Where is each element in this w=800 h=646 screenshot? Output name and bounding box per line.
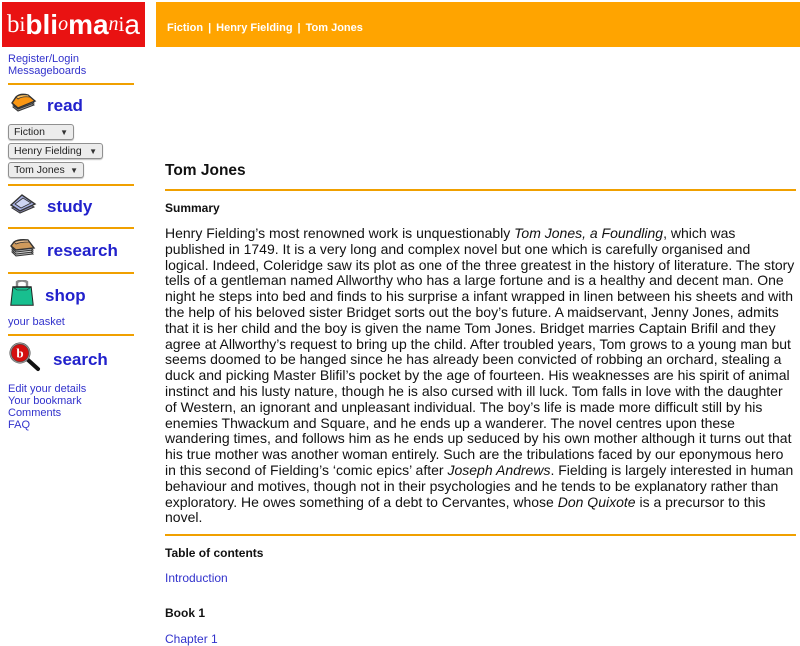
your-basket-link[interactable]: your basket: [8, 316, 65, 328]
divider: [8, 334, 134, 336]
sidebar-item-search[interactable]: [8, 342, 158, 377]
svg-text:b: b: [16, 345, 24, 361]
shop-label: shop: [45, 286, 86, 305]
sidebar-item-research[interactable]: [8, 235, 158, 266]
genre-dropdown-value: Fiction: [14, 126, 45, 138]
orange-book-icon: [8, 91, 38, 120]
author-dropdown-value: Henry Fielding: [14, 145, 82, 157]
author-dropdown[interactable]: [8, 143, 103, 159]
breadcrumb-item-author[interactable]: Henry Fielding: [216, 21, 293, 34]
header-gap: [145, 2, 156, 47]
sidebar: [8, 53, 158, 431]
breadcrumb-item-title[interactable]: Tom Jones: [305, 21, 363, 34]
register-login-link[interactable]: Register/Login: [8, 53, 79, 65]
book-dropdown-value: Tom Jones: [14, 164, 65, 176]
faq-link[interactable]: FAQ: [8, 419, 31, 431]
comments-link[interactable]: Comments: [8, 407, 62, 419]
sidebar-item-study[interactable]: [8, 192, 158, 221]
toc-book-heading: Book 1: [165, 606, 206, 621]
bibliomania-logo[interactable]: b i bli o ma n i a: [2, 2, 145, 47]
divider: [8, 184, 134, 186]
divider: [165, 534, 796, 536]
purple-book-icon: [8, 192, 38, 221]
chevron-down-icon: ▼: [60, 127, 68, 137]
study-label: study: [47, 196, 93, 216]
read-label: read: [47, 95, 83, 115]
divider: [165, 189, 796, 191]
breadcrumb-separator: |: [297, 21, 301, 34]
chevron-down-icon: ▼: [70, 165, 78, 175]
breadcrumb-separator: |: [208, 21, 212, 34]
research-label: research: [47, 240, 118, 260]
book-dropdown[interactable]: [8, 162, 84, 178]
chevron-down-icon: ▼: [89, 146, 97, 156]
toc-chapter-link[interactable]: Chapter 1: [165, 632, 218, 646]
your-bookmark-link[interactable]: Your bookmark: [8, 395, 82, 407]
breadcrumb-item-fiction[interactable]: Fiction: [167, 21, 204, 34]
main-content: [165, 0, 796, 646]
toc-introduction-link[interactable]: Introduction: [165, 571, 228, 586]
search-label: search: [53, 349, 108, 369]
sidebar-item-shop[interactable]: [8, 280, 158, 312]
toc-heading: Table of contents: [165, 546, 264, 561]
genre-dropdown[interactable]: [8, 124, 74, 140]
summary-paragraph: Henry Fielding’s most renowned work is unquestionably Tom Jones, a Foundling, which was published in 1749. It is a very long and complex novel but one which is carefully organised and logical. Indeed, Coleridge saw its plot as one of the three greatest in the history of literature. The story tells of a gentleman named Allworthy who has a large fortune and is a healthy and decent man. One night he steps into bed and finds to his surprise a infant wrapped in linen between his sheets and with the help of his beloved sister Bridget sorts out the boy’s future. A maidservant, Jenny Jones, admits that it is her child and the boy is given the name Tom Jones. Bridget marries Captain Brifil and they agree at Allworthy’s request to bring up the child. After troubled years, Tom grows to a young man but seems doomed to be hanged since he has already been convicted of robbing an orchard, stealing a duck and picking Master Blifil’s pocket by the age of fourteen. His weaknesses are his spirit of animal instinct and his lusty nature, though he is also cursed with ill luck. Tom falls in love with the daughter of Western, an ignorant and unpleasant individual. The boy’s life is made more difficult still by his enemies Thwackum and Square, and he ends up a wanderer. The novel centres upon these wandering times, and follows him as he ends up seduced by his own mother although it turns out that his true mother was another woman entirely. Such are the tribulations faced by our eponymous hero in this second of Fielding’s ‘comic epics’ after Joseph Andrews. Fielding is largely interested in human behaviour and motives, though not in their psychologies and he tends to be explanatory rather than exploratory. He owes something of a debt to Cervantes, whose Don Quixote is a precursor to this novel.: [165, 225, 795, 526]
divider: [8, 272, 134, 274]
summary-heading: Summary: [165, 201, 220, 215]
divider: [8, 227, 134, 229]
edit-details-link[interactable]: Edit your details: [8, 383, 87, 395]
sidebar-item-read[interactable]: [8, 91, 158, 120]
shopping-bag-icon: [8, 280, 36, 312]
messageboards-link[interactable]: Messageboards: [8, 65, 87, 77]
divider: [8, 83, 134, 85]
magnifier-icon: [8, 342, 44, 377]
brown-book-icon: [8, 235, 38, 266]
page-title: Tom Jones: [165, 162, 246, 179]
